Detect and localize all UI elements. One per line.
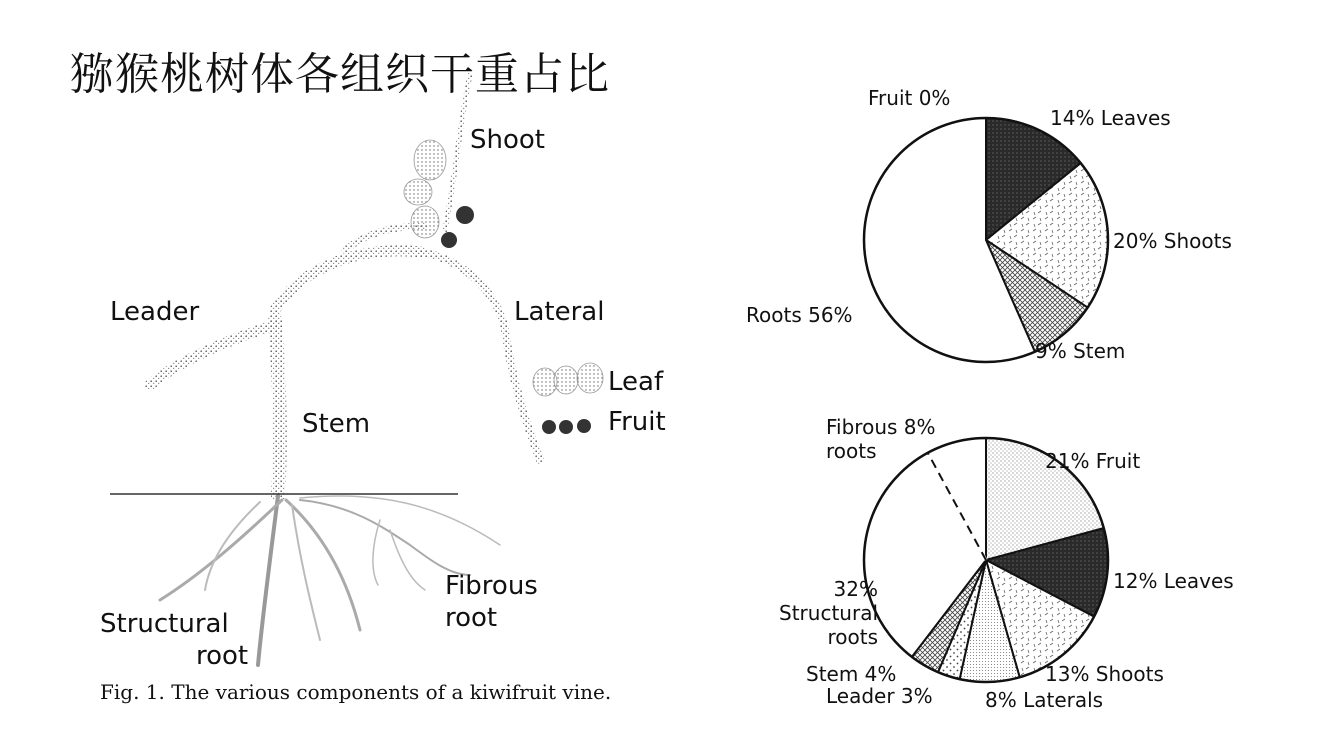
pie-label-shoots: 13% Shoots — [1045, 662, 1164, 686]
pie-label-roots: Roots 56% — [746, 303, 853, 327]
pie-chart-vine-dry-weight-1 — [746, 86, 1232, 363]
label-fibrous-root: root — [445, 603, 498, 633]
pie-label-structural-roots: 32% — [833, 577, 878, 601]
pie-chart-vine-dry-weight-2 — [779, 415, 1234, 712]
label-lateral: Lateral — [514, 297, 605, 327]
label-structural-root: root — [196, 641, 249, 671]
page-title: 猕猴桃树体各组织干重占比 — [70, 49, 610, 100]
pie-label-leader: Leader 3% — [826, 684, 933, 708]
pie-label-structural-roots: roots — [827, 625, 878, 649]
pie-label-fruit: Fruit 0% — [868, 86, 951, 110]
label-fibrous: Fibrous — [445, 571, 538, 601]
pie-label-structural-roots: Structural — [779, 601, 878, 625]
pie-label-fibrous-roots: Fibrous 8% — [826, 415, 936, 439]
pie-label-shoots: 20% Shoots — [1113, 229, 1232, 253]
label-leader: Leader — [110, 297, 200, 327]
figure-caption: Fig. 1. The various components of a kiwifruit vine. — [100, 680, 612, 704]
label-stem: Stem — [302, 409, 371, 439]
pie-label-fibrous-roots: roots — [826, 439, 877, 463]
pie-label-leaves: 14% Leaves — [1050, 106, 1171, 130]
label-leaf: Leaf — [608, 367, 664, 397]
label-shoot: Shoot — [470, 125, 545, 155]
label-fruit: Fruit — [608, 407, 666, 437]
label-structural: Structural — [100, 609, 229, 639]
pie-label-fruit: 21% Fruit — [1045, 449, 1141, 473]
pie-label-stem: Stem 4% — [806, 662, 897, 686]
pie-label-leaves: 12% Leaves — [1113, 569, 1234, 593]
pie-label-laterals: 8% Laterals — [985, 688, 1104, 712]
pie-label-stem: 9% Stem — [1035, 339, 1126, 363]
